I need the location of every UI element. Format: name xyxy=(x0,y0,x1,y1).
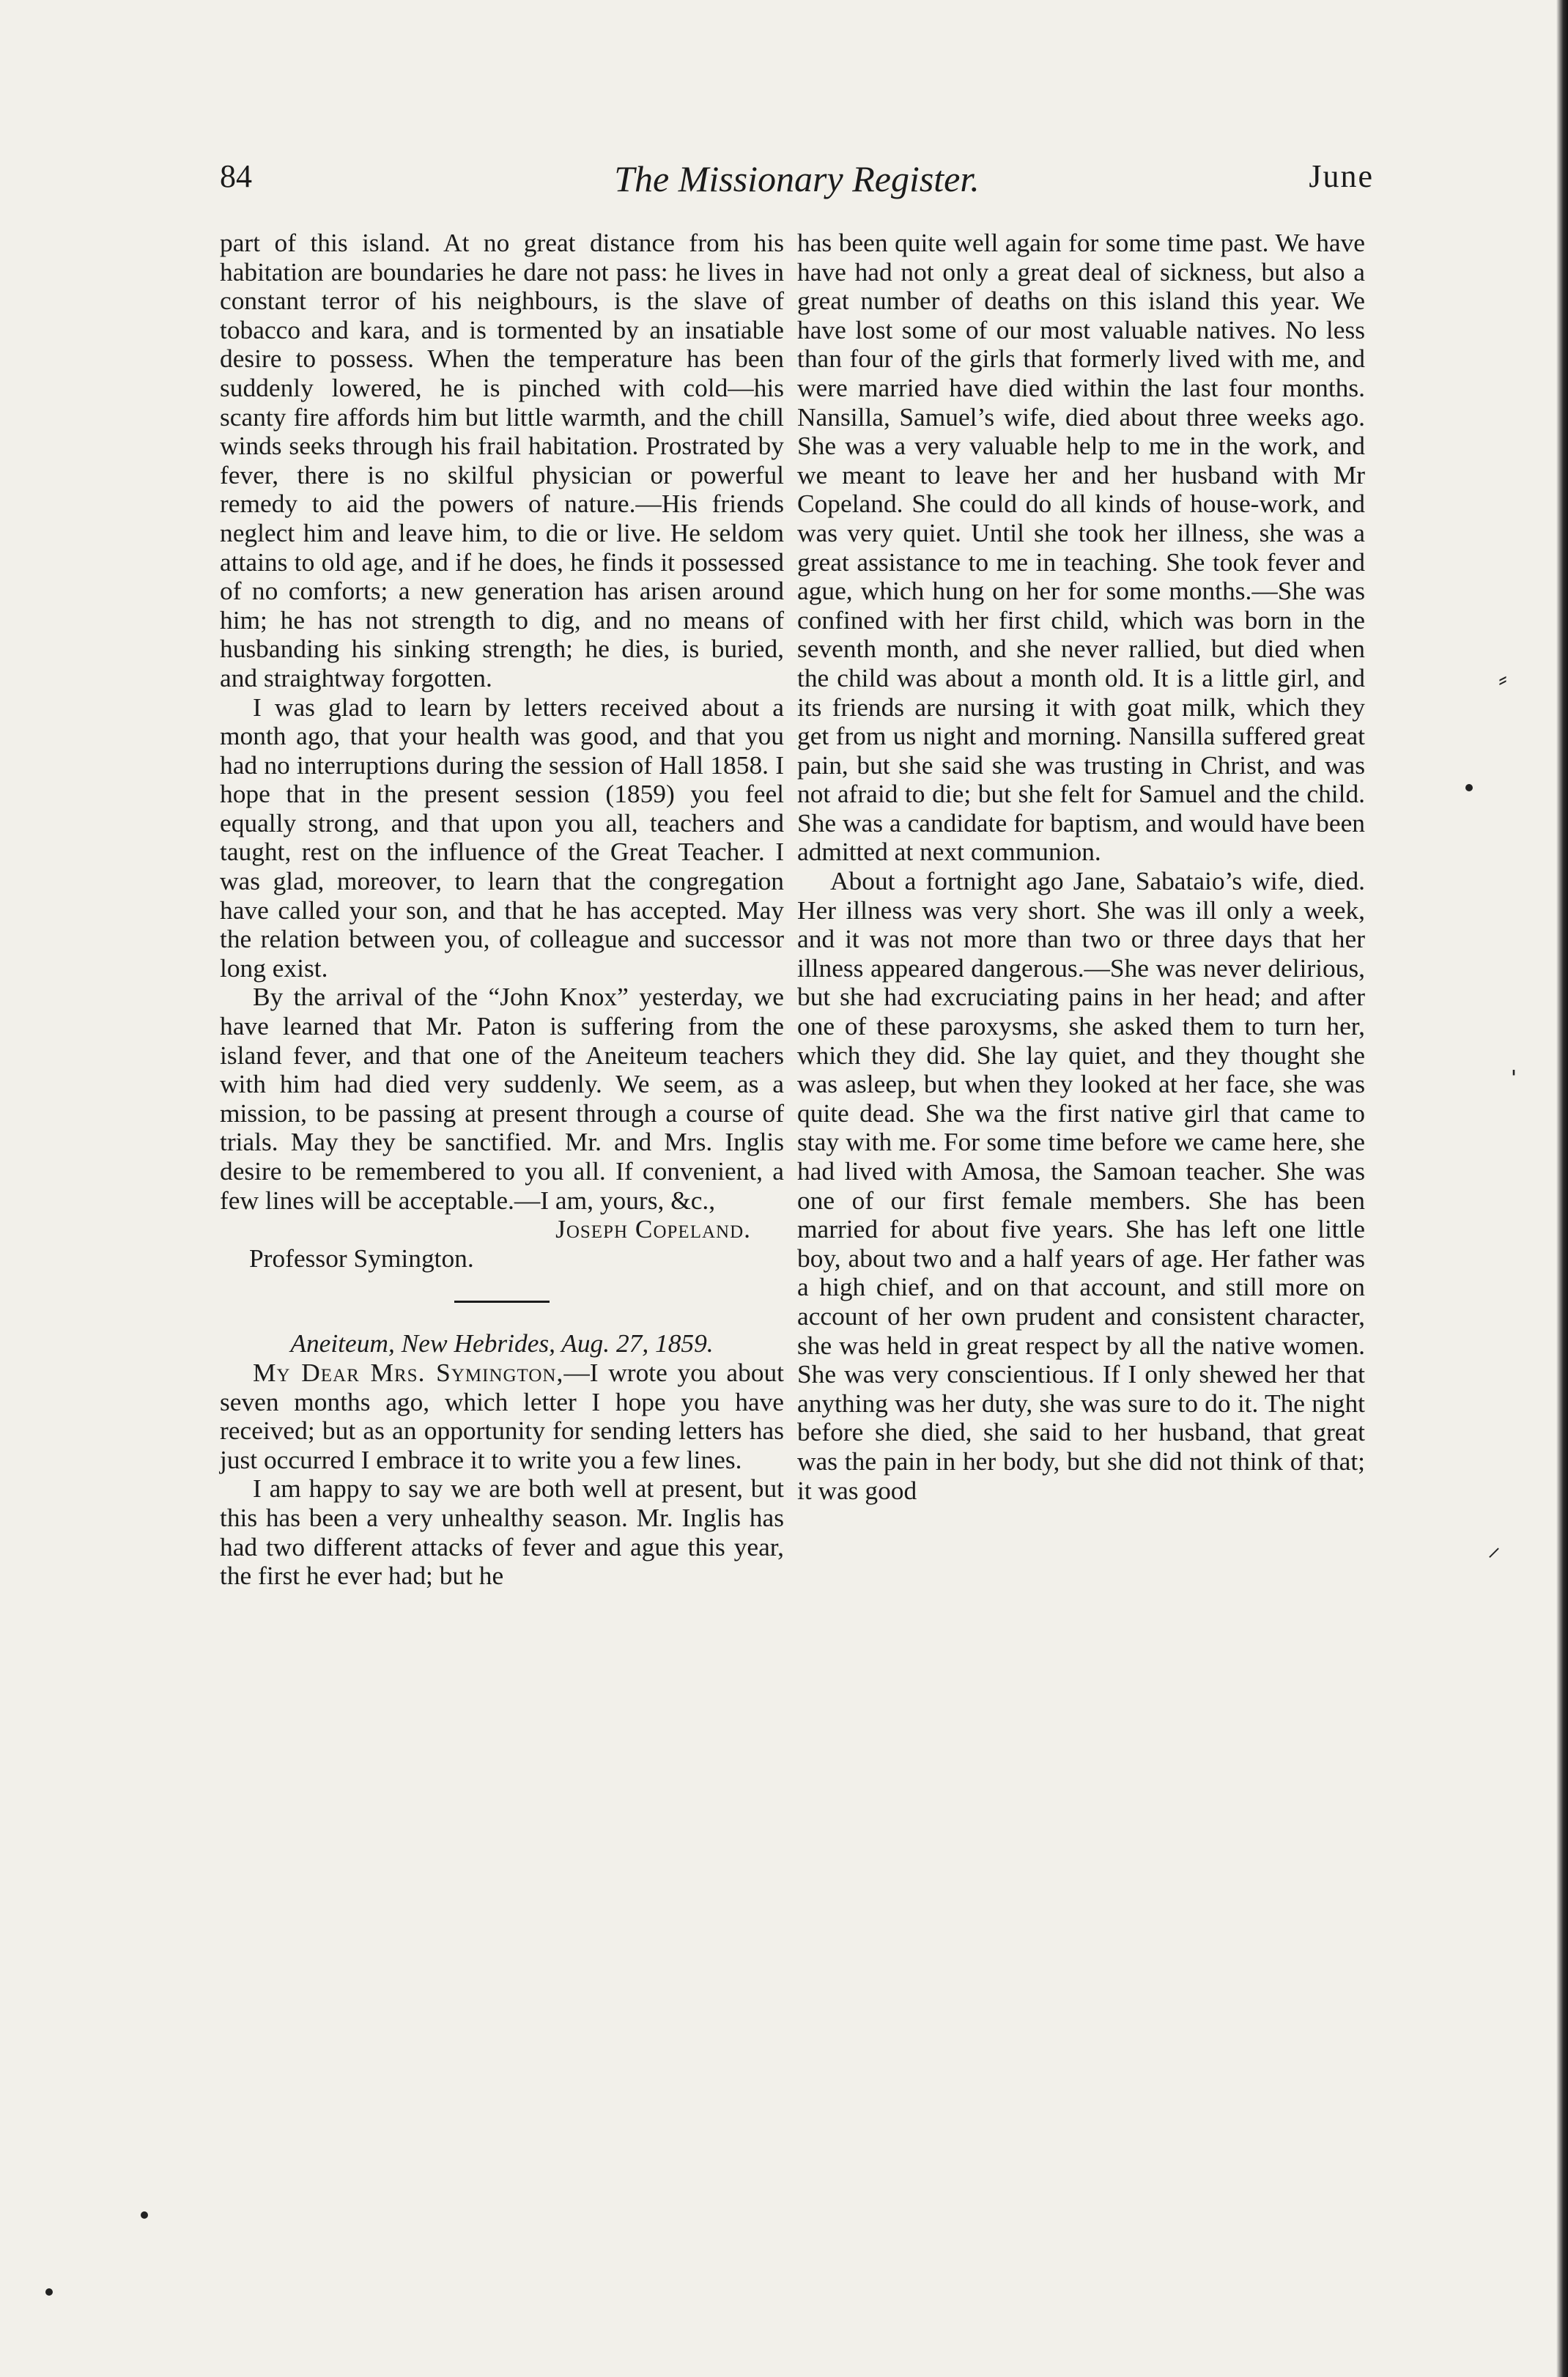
right-paragraph-2: About a fortnight ago Jane, Sabataio’s wife, died. Her illness was very short. She was ill only a week, and it was not more than two or three days that her illness appeared dangerous.—She was never delirious, but she had excruciating pains in her head; and after one of these paroxysms, she asked them to turn her, which they did. She lay quiet, and they thought she was asleep, but when they looked at her face, she was quite dead. She wa the first native girl that came to stay with me. For some time before we came here, she had lived with Amosa, the Samoan teacher. She was one of our first female members. She has been married for about five years. She has left one little boy, about two and a half years of age. Her father was a high chief, and on that account, and still more on account of her own prudent and consistent character, she was held in great respect by all the native women. She was very conscientious. If I only shewed her that anything was her duty, she was sure to do it. The night before she died, she said to her husband, that great was the pain in her body, but she did not think of that; it was good xyxy=(797,866,1365,1505)
letter-addressee: Professor Symington. xyxy=(249,1243,474,1273)
letter-dateline: Aneiteum, New Hebrides, Aug. 27, 1859. xyxy=(290,1328,714,1358)
running-header xyxy=(220,158,1374,209)
left-paragraph-4: —I wrote you about seven months ago, which letter I hope you have received; but as an opportunity for sending letters has just occurred I embrace it to write you a few lines. xyxy=(220,1357,784,1474)
left-column xyxy=(220,229,784,1591)
right-paragraph-1: has been quite well again for some time past. We have have had not only a great deal of sickness, but also a great number of deaths on this island this year. We have lost some of our most valuable natives. No less than four of the girls that formerly lived with me, and were married have died within the last four months. Nansilla, Samuel’s wife, died about three weeks ago. She was a very valuable help to me in the work, and we meant to leave her and her husband with Mr Copeland. She could do all kinds of house-work, and was very quiet. Until she took her illness, she was a great assistance to me in teaching. She took fever and ague, which hung on her for some months.—She was confined with her first child, which was born in the seventh month, and she never rallied, but died when the child was about a month old. It is a little girl, and its friends are nursing it with goat milk, which they get from us night and morning. Nansilla suffered great pain, but she said she was trusting in Christ, and was not afraid to die; but she felt for Samuel and the child. She was a candidate for baptism, and would have been admitted at next communion. xyxy=(797,228,1365,867)
page-number: 84 xyxy=(220,158,252,194)
letter-signature: Joseph Copeland. xyxy=(555,1214,751,1244)
left-paragraph-2: I was glad to learn by letters received about a month ago, that your health was good, and that you had no interruptions during the session of Hall 1858. I hope that in the present session (1859) you feel equally strong, and that upon you all, teachers and taught, rest on the influence of the Great Teacher. I was glad, moreover, to learn that the congregation have called your son, and that he has accepted. May the relation between you, of colleague and successor long exist. xyxy=(220,692,784,983)
left-paragraph-1: part of this island. At no great distance from his habitation are boundaries he dare not pass: he lives in constant terror of his neighbours, is the slave of tobacco and kara, and is tormented by an insatiable desire to possess. When the temperature has been suddenly lowered, he is pinched with cold—his scanty fire affords him but little warmth, and the chill winds seeks through his frail habitation. Prostrated by fever, there is no skilful physician or powerful remedy to aid the powers of nature.—His friends neglect him and leave him, to die or live. He seldom attains to old age, and if he does, he finds it possessed of no comforts; a new generation has arisen around him; he has not strength to dig, and no means of husbanding his sinking strength; he dies, is buried, and straightway forgotten. xyxy=(220,228,784,692)
margin-mark: ⸝ xyxy=(1487,1532,1501,1561)
margin-speck xyxy=(1465,784,1473,791)
page-binding-edge xyxy=(1556,0,1568,2377)
section-divider xyxy=(454,1301,550,1303)
margin-mark: ˈ xyxy=(1508,1063,1520,1102)
right-column xyxy=(797,229,1365,1505)
left-paragraph-5: I am happy to say we are both well at present, but this has been a very unhealthy season. Mr. Inglis has had two different attacks of fever and ague this year, the first he ever had; but he xyxy=(220,1474,784,1591)
letter-salutation: My Dear Mrs. Symington, xyxy=(253,1357,564,1387)
letter-opening xyxy=(220,1358,784,1474)
left-paragraph-3: By the arrival of the “John Knox” yesterday, we have learned that Mr. Paton is suffering from the island fever, and that one of the Aneiteum teachers with him had died very suddenly. We seem, as a mission, to be passing at present through a course of trials. May they be sanctified. Mr. and Mrs. Inglis desire to be remembered to you all. If convenient, a few lines will be acceptable.—I am, yours, &c., xyxy=(220,982,784,1215)
running-month: June xyxy=(1309,158,1374,194)
margin-mark: ⸗ xyxy=(1498,664,1507,693)
running-title: The Missionary Register. xyxy=(614,158,980,199)
margin-speck xyxy=(45,2288,53,2296)
margin-speck xyxy=(141,2211,148,2219)
